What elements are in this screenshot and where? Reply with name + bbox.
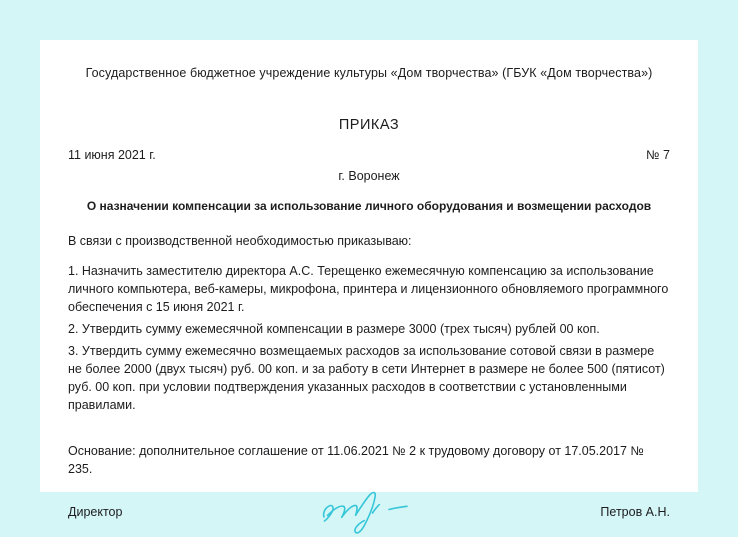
document-type-title: ПРИКАЗ [338, 117, 400, 133]
order-item-2: 2. Утвердить сумму ежемесячной компенсации в размере 3000 (трех тысяч) рублей 00 коп. [68, 322, 600, 336]
organization-name: Государственное бюджетное учреждение культуры «Дом творчества» (ГБУК «Дом творчества») [85, 66, 653, 80]
document-subject: О назначении компенсации за использование личного оборудования и возмещении расходов [86, 199, 652, 213]
order-item-1: 1. Назначить заместителю директора А.С. Терещенко ежемесячную компенсацию за использование личного компьютера, веб-камеры, микрофона, принтера и лицензионного обновляемого программного обеспечения с 15 июня 2021 г. [68, 264, 669, 314]
signature-row [68, 488, 670, 536]
intro-paragraph: В связи с производственной необходимостью приказываю: [68, 234, 412, 248]
signature-ink-icon [317, 485, 421, 537]
document-city: г. Воронеж [338, 169, 400, 183]
order-document-page [40, 40, 698, 519]
document-number: № 7 [646, 148, 670, 162]
order-item-3: 3. Утвердить сумму ежемесячно возмещаемых расходов за использование сотовой связи в размере не более 2000 (двух тысяч) руб. 00 коп. и за работу в сети Интернет в размере не более 500 (пятисот) руб. 00 коп. при условии подтверждения указанных расходов в соответствии с установленными правилами. [68, 344, 665, 412]
date-number-row [68, 148, 670, 163]
signer-position: Директор [68, 504, 123, 519]
document-date: 11 июня 2021 г. [68, 148, 156, 162]
basis-line: Основание: дополнительное соглашение от 11.06.2021 № 2 к трудовому договору от 17.05.2017 № 235. [68, 444, 644, 476]
signer-name: Петров А.Н. [600, 504, 670, 519]
